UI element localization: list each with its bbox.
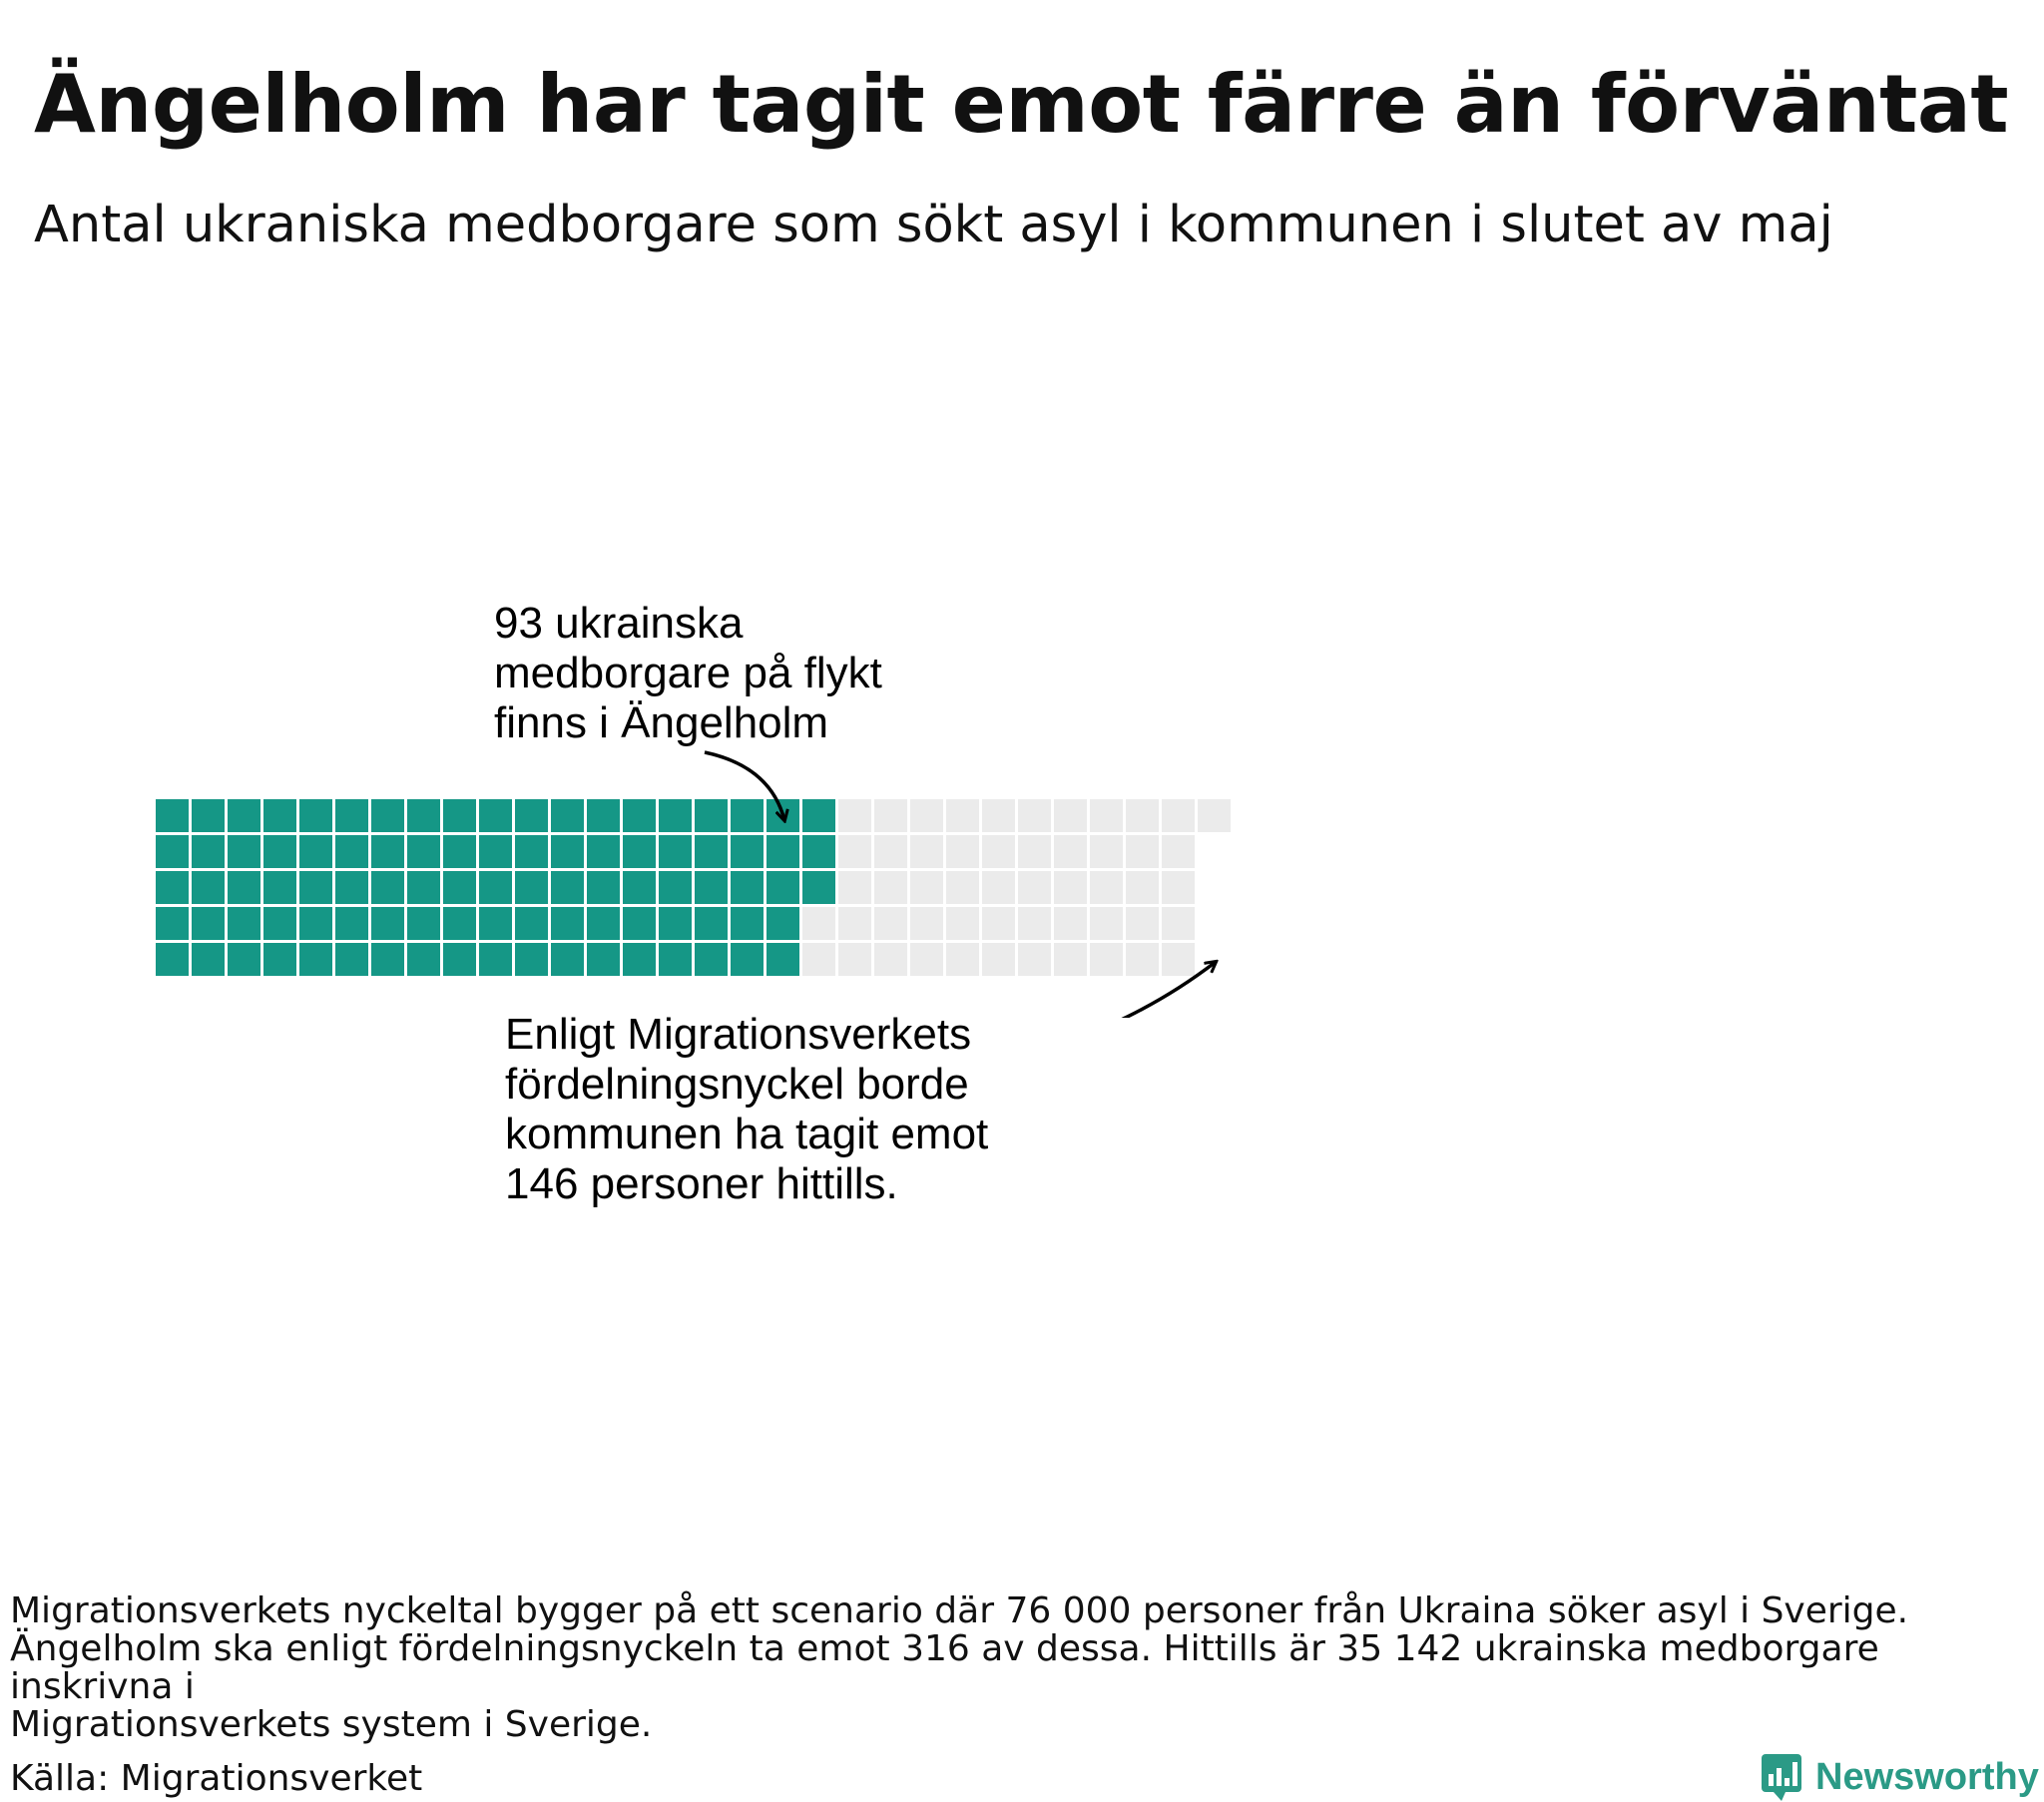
waffle-cell-received: [371, 943, 404, 976]
waffle-cell-received: [659, 907, 692, 940]
waffle-cell-received: [731, 799, 764, 832]
waffle-cell-expected: [1054, 943, 1087, 976]
waffle-cell-expected: [1126, 943, 1159, 976]
waffle-cell-expected: [1090, 871, 1123, 904]
waffle-cell-received: [551, 871, 584, 904]
waffle-cell-received: [335, 871, 368, 904]
waffle-cell-received: [335, 835, 368, 868]
waffle-cell-received: [156, 799, 189, 832]
waffle-cell-received: [623, 943, 656, 976]
waffle-cell-expected: [838, 799, 871, 832]
waffle-cell-expected: [982, 943, 1015, 976]
waffle-cell-expected: [1090, 907, 1123, 940]
waffle-cell-received: [263, 907, 296, 940]
received-annotation: 93 ukrainska medborgare på flykt finns i Ängelholm: [494, 599, 882, 747]
waffle-cell-received: [335, 907, 368, 940]
waffle-cell-received: [263, 871, 296, 904]
waffle-cell-received: [371, 871, 404, 904]
waffle-cell-received: [695, 871, 728, 904]
waffle-cell-received: [659, 835, 692, 868]
footnote: Migrationsverkets nyckeltal bygger på ett scenario där 76 000 personer från Ukraina söker asyl i Sverige. Ängelholm ska enligt fördelningsnyckeln ta emot 316 av dessa. Hittills är 35 142 ukrainska medborgare inskrivna i Migrationsverkets system i Sverige.: [10, 1590, 1909, 1745]
waffle-cell-received: [802, 835, 835, 868]
waffle-cell-expected: [1162, 871, 1195, 904]
newsworthy-logo: [1760, 1752, 2039, 1802]
waffle-cell-expected: [1018, 835, 1051, 868]
waffle-cell-received: [443, 799, 476, 832]
waffle-cell-received: [299, 871, 332, 904]
waffle-cell-expected: [1018, 799, 1051, 832]
waffle-cell-expected: [1054, 835, 1087, 868]
waffle-cell-received: [299, 835, 332, 868]
waffle-cell-expected: [946, 835, 979, 868]
waffle-cell-expected: [838, 943, 871, 976]
waffle-cell-received: [192, 871, 225, 904]
waffle-cell-expected: [1126, 871, 1159, 904]
waffle-cell-received: [228, 835, 260, 868]
waffle-cell-expected: [1162, 943, 1195, 976]
waffle-cell-expected: [874, 799, 907, 832]
waffle-cell-expected: [838, 871, 871, 904]
chart-subtitle: Antal ukraniska medborgare som sökt asyl i kommunen i slutet av maj: [34, 196, 1833, 254]
waffle-cell-received: [766, 871, 799, 904]
waffle-cell-received: [407, 835, 440, 868]
waffle-cell-received: [551, 799, 584, 832]
waffle-cell-received: [515, 943, 548, 976]
waffle-cell-received: [228, 871, 260, 904]
waffle-cell-expected: [946, 943, 979, 976]
expected-annotation: Enligt Migrationsverkets fördelningsnyckel borde kommunen ha tagit emot 146 personer hittills.: [505, 1010, 989, 1208]
waffle-cell-received: [731, 943, 764, 976]
waffle-cell-received: [551, 943, 584, 976]
waffle-cell-received: [551, 835, 584, 868]
waffle-cell-expected: [910, 799, 943, 832]
waffle-cell-expected: [1126, 835, 1159, 868]
waffle-cell-received: [731, 835, 764, 868]
waffle-cell-received: [299, 907, 332, 940]
waffle-cell-received: [263, 799, 296, 832]
waffle-cell-expected: [874, 943, 907, 976]
waffle-cell-expected: [1054, 871, 1087, 904]
waffle-cell-received: [228, 907, 260, 940]
waffle-cell-received: [263, 835, 296, 868]
waffle-cell-received: [371, 799, 404, 832]
waffle-cell-received: [587, 943, 620, 976]
waffle-cell-received: [623, 835, 656, 868]
waffle-cell-received: [192, 799, 225, 832]
waffle-cell-expected: [910, 871, 943, 904]
waffle-cell-received: [766, 835, 799, 868]
waffle-cell-expected: [946, 907, 979, 940]
waffle-cell-expected: [874, 871, 907, 904]
waffle-cell-received: [263, 943, 296, 976]
waffle-cell-received: [766, 907, 799, 940]
waffle-cell-received: [156, 907, 189, 940]
waffle-cell-received: [443, 835, 476, 868]
waffle-cell-received: [587, 871, 620, 904]
waffle-cell-received: [443, 907, 476, 940]
waffle-cell-expected: [1198, 799, 1231, 832]
waffle-cell-expected: [1126, 907, 1159, 940]
waffle-cell-received: [156, 943, 189, 976]
waffle-cell-received: [192, 943, 225, 976]
waffle-cell-received: [695, 943, 728, 976]
waffle-cell-expected: [910, 907, 943, 940]
waffle-cell-received: [407, 799, 440, 832]
waffle-cell-expected: [1018, 907, 1051, 940]
waffle-cell-received: [299, 943, 332, 976]
waffle-cell-expected: [910, 943, 943, 976]
waffle-cell-expected: [982, 871, 1015, 904]
waffle-cell-expected: [1126, 799, 1159, 832]
waffle-cell-received: [479, 943, 512, 976]
waffle-cell-received: [515, 835, 548, 868]
waffle-cell-received: [192, 907, 225, 940]
waffle-cell-received: [335, 943, 368, 976]
waffle-cell-received: [731, 871, 764, 904]
waffle-cell-received: [407, 871, 440, 904]
waffle-cell-received: [407, 943, 440, 976]
waffle-cell-received: [156, 871, 189, 904]
waffle-cell-expected: [1162, 799, 1195, 832]
waffle-cell-expected: [838, 835, 871, 868]
waffle-cell-received: [766, 943, 799, 976]
waffle-cells: [156, 799, 1231, 976]
waffle-cell-received: [479, 907, 512, 940]
waffle-cell-received: [407, 907, 440, 940]
waffle-cell-expected: [982, 835, 1015, 868]
newsworthy-bar-chart-icon: [1760, 1752, 1803, 1802]
waffle-cell-expected: [982, 907, 1015, 940]
waffle-cell-expected: [1018, 871, 1051, 904]
waffle-cell-received: [228, 799, 260, 832]
waffle-cell-expected: [1018, 943, 1051, 976]
waffle-cell-expected: [802, 907, 835, 940]
waffle-cell-received: [371, 907, 404, 940]
waffle-cell-received: [659, 871, 692, 904]
waffle-cell-expected: [1054, 799, 1087, 832]
logo-text: Newsworthy: [1815, 1755, 2039, 1798]
waffle-cell-received: [443, 943, 476, 976]
waffle-cell-received: [623, 799, 656, 832]
waffle-cell-expected: [874, 907, 907, 940]
waffle-cell-received: [335, 799, 368, 832]
waffle-cell-received: [587, 907, 620, 940]
waffle-cell-expected: [838, 907, 871, 940]
waffle-cell-expected: [910, 835, 943, 868]
waffle-cell-expected: [946, 799, 979, 832]
waffle-cell-received: [695, 799, 728, 832]
source-label: Källa: Migrationsverket: [10, 1758, 423, 1799]
waffle-cell-received: [515, 799, 548, 832]
waffle-cell-received: [623, 871, 656, 904]
waffle-cell-received: [802, 871, 835, 904]
waffle-cell-received: [192, 835, 225, 868]
waffle-cell-received: [731, 907, 764, 940]
waffle-cell-received: [659, 799, 692, 832]
waffle-cell-received: [551, 907, 584, 940]
waffle-cell-received: [659, 943, 692, 976]
waffle-cell-received: [479, 871, 512, 904]
waffle-cell-expected: [802, 943, 835, 976]
waffle-cell-expected: [1090, 799, 1123, 832]
waffle-cell-received: [228, 943, 260, 976]
waffle-cell-expected: [874, 835, 907, 868]
waffle-cell-received: [695, 907, 728, 940]
waffle-cell-received: [371, 835, 404, 868]
waffle-cell-expected: [1054, 907, 1087, 940]
waffle-cell-expected: [1090, 943, 1123, 976]
waffle-cell-received: [479, 835, 512, 868]
waffle-cell-expected: [1162, 907, 1195, 940]
waffle-cell-expected: [1162, 835, 1195, 868]
waffle-cell-received: [479, 799, 512, 832]
waffle-cell-received: [515, 871, 548, 904]
waffle-cell-received: [587, 835, 620, 868]
waffle-cell-received: [299, 799, 332, 832]
waffle-cell-received: [156, 835, 189, 868]
waffle-cell-received: [515, 907, 548, 940]
waffle-cell-received: [587, 799, 620, 832]
waffle-cell-received: [695, 835, 728, 868]
chart-title: Ängelholm har tagit emot färre än förväntat: [34, 58, 2009, 151]
waffle-cell-received: [443, 871, 476, 904]
waffle-cell-expected: [982, 799, 1015, 832]
waffle-cell-expected: [946, 871, 979, 904]
waffle-cell-received: [623, 907, 656, 940]
waffle-cell-received: [802, 799, 835, 832]
waffle-cell-expected: [1090, 835, 1123, 868]
